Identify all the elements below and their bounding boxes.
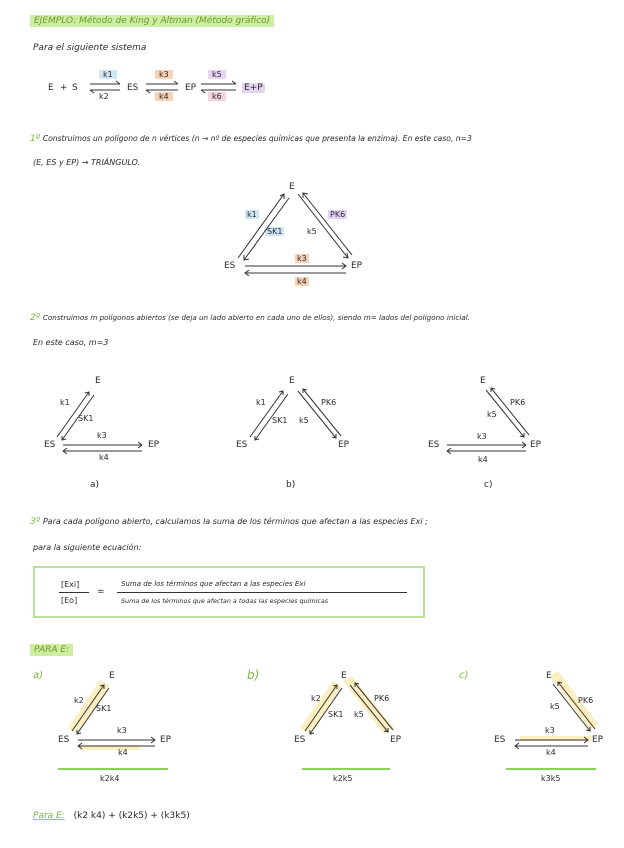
pc-node-E: E [480, 376, 486, 386]
pa-caption: a) [90, 480, 100, 490]
eb-sk1: SK1 [328, 710, 344, 719]
eb-pk6: PK6 [374, 694, 390, 703]
tri-k4: k4 [297, 277, 307, 286]
rx-S: S [72, 83, 78, 93]
tri-node-E: E [289, 182, 295, 192]
step2-line1: Construimos m polígonos abiertos (se deja un lado abierto en cada uno de ellos), siendo m= lados del polígono inicial. [42, 313, 471, 322]
ea-k3: k3 [117, 726, 127, 735]
pb-k1: k1 [256, 398, 266, 407]
eb-k5: k5 [354, 710, 364, 719]
eq-equals: = [97, 587, 105, 597]
pa-k4: k4 [99, 453, 109, 462]
tri-k5: k5 [307, 227, 317, 236]
step2-line2: En este caso, m=3 [33, 338, 109, 347]
ec-k4: k4 [546, 748, 556, 757]
ea-k2: k2 [74, 696, 84, 705]
eb-node-E: E [341, 671, 347, 681]
rx-EplusP: E+P [244, 83, 263, 93]
pb-sk1: SK1 [272, 416, 288, 425]
step1-number: 1º [30, 134, 40, 144]
ec-term: k3k5 [541, 774, 561, 783]
step3-line1: Para cada polígono abierto, calculamos la suma de los términos que afectan a las especies Exi ; [42, 517, 428, 526]
pc-k5: k5 [487, 410, 497, 419]
rx-k4: k4 [155, 92, 173, 101]
ea-node-E: E [109, 671, 115, 681]
pa-sk1: SK1 [78, 414, 94, 423]
para-e-heading: PARA E: [30, 644, 73, 656]
step3-line2: para la siguiente ecuación: [33, 543, 142, 552]
rx-ES: ES [127, 83, 139, 93]
para-e-a-label: a) [33, 670, 44, 681]
ec-pk6: PK6 [578, 696, 594, 705]
tri-sk1: SK1 [267, 227, 283, 236]
tri-node-EP: EP [351, 261, 363, 271]
rx-k6: k6 [208, 92, 226, 101]
pb-caption: b) [286, 480, 296, 490]
ec-node-ES: ES [494, 735, 506, 745]
title: EJEMPLO: Método de King y Altman (Método gráfico) [30, 15, 274, 27]
pa-node-ES: ES [44, 440, 56, 450]
pb-node-EP: EP [338, 440, 350, 450]
rx-EP: EP [185, 83, 197, 93]
pb-pk6: PK6 [321, 398, 337, 407]
pc-k4: k4 [478, 455, 488, 464]
rx-k1: k1 [99, 70, 117, 79]
pb-node-ES: ES [236, 440, 248, 450]
step2-number: 2º [30, 313, 40, 323]
ec-node-E: E [546, 671, 552, 681]
tri-k1: k1 [247, 210, 257, 219]
step1-line2: (E, ES y EP) → TRIÁNGULO. [33, 158, 141, 167]
eb-node-EP: EP [390, 735, 402, 745]
intro-text: Para el siguiente sistema [33, 43, 147, 53]
ec-node-EP: EP [592, 735, 604, 745]
eq-rhs-numerator: Suma de los términos que afectan a las especies Exi [121, 580, 306, 588]
rx-k3: k3 [155, 70, 173, 79]
step3-number: 3º [30, 517, 40, 527]
eb-k2: k2 [311, 694, 321, 703]
step1-line1: Construimos un polígono de n vértices (n → nº de especies químicas que presenta la enzima). En este caso, n=3 [42, 134, 472, 143]
ea-node-EP: EP [160, 735, 172, 745]
final-label: Para E: [33, 811, 65, 821]
eq-rhs-denominator: Suma de los términos que afectan a todas las especies químicas [121, 597, 329, 605]
pa-node-EP: EP [148, 440, 160, 450]
rx-plus: + [60, 83, 68, 93]
pb-k5: k5 [299, 416, 309, 425]
ec-k3: k3 [545, 726, 555, 735]
ea-k4: k4 [118, 748, 128, 757]
pa-node-E: E [95, 376, 101, 386]
pa-k1: k1 [60, 398, 70, 407]
pc-node-ES: ES [428, 440, 440, 450]
pc-pk6: PK6 [510, 398, 526, 407]
rx-E: E [48, 83, 54, 93]
rx-k5: k5 [208, 70, 226, 79]
ec-k5: k5 [550, 702, 560, 711]
rx-k2: k2 [99, 92, 109, 101]
final-expression: (k2 k4) + (k2k5) + (k3k5) [73, 811, 190, 821]
pa-k3: k3 [97, 431, 107, 440]
tri-k3: k3 [297, 254, 307, 263]
ea-node-ES: ES [58, 735, 70, 745]
ea-term: k2k4 [100, 774, 120, 783]
eq-denominator: [Eo] [61, 596, 78, 605]
ea-sk1: SK1 [96, 704, 112, 713]
eb-node-ES: ES [294, 735, 306, 745]
tri-node-ES: ES [224, 261, 236, 271]
pc-k3: k3 [477, 432, 487, 441]
pc-caption: c) [484, 480, 493, 490]
tri-pk6: PK6 [330, 210, 346, 219]
para-e-b-label: b) [247, 668, 260, 682]
para-e-c-label: c) [459, 670, 469, 681]
pc-node-EP: EP [530, 440, 542, 450]
eb-term: k2k5 [333, 774, 353, 783]
eq-numerator: [Exi] [61, 580, 80, 589]
pb-node-E: E [289, 376, 295, 386]
